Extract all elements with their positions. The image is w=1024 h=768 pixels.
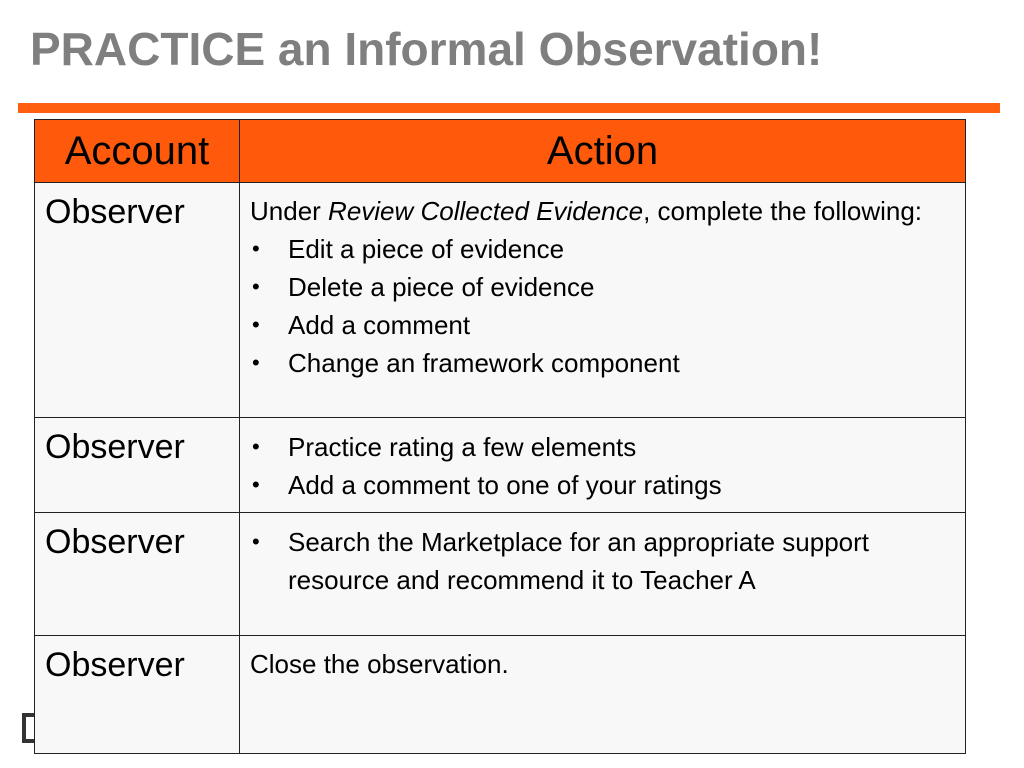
account-cell: Observer — [35, 513, 240, 636]
bullet-icon: • — [252, 434, 260, 459]
header-action: Action — [240, 120, 966, 183]
title-underline — [18, 103, 1000, 113]
account-cell: Observer — [35, 183, 240, 418]
action-bullet-list — [250, 230, 955, 382]
intro-emphasis: Review Collected Evidence — [328, 196, 644, 226]
list-item-text: Add a comment — [288, 310, 471, 340]
action-bullet-list — [250, 523, 955, 599]
action-cell — [240, 513, 966, 636]
list-item-text: Add a comment to one of your ratings — [288, 470, 722, 500]
account-cell: Observer — [35, 636, 240, 754]
list-item — [250, 268, 955, 306]
list-item-text: Edit a piece of evidence — [288, 234, 565, 264]
table-header-row — [35, 120, 966, 183]
list-item-text: Search the Marketplace for an appropriate support resource and recommend it to Teacher A — [288, 527, 870, 595]
intro-prefix: Under — [250, 196, 329, 226]
list-item — [250, 344, 955, 382]
bullet-icon: • — [252, 529, 260, 554]
bullet-icon: • — [252, 236, 260, 261]
action-bullet-list — [250, 428, 955, 504]
table-row — [35, 636, 966, 754]
list-item-text: Change an framework component — [288, 348, 680, 378]
action-cell — [240, 418, 966, 513]
list-item — [250, 523, 955, 599]
action-cell — [240, 183, 966, 418]
list-item — [250, 428, 955, 466]
table-row — [35, 418, 966, 513]
table-row — [35, 513, 966, 636]
bullet-icon: • — [252, 274, 260, 299]
observation-steps-table — [34, 119, 966, 754]
bullet-icon: • — [252, 350, 260, 375]
action-cell — [240, 636, 966, 754]
list-item — [250, 230, 955, 268]
action-text: Close the observation. — [250, 649, 509, 679]
header-account: Account — [35, 120, 240, 183]
action-intro — [250, 193, 955, 230]
table-row — [35, 183, 966, 418]
intro-suffix: , complete the following: — [643, 196, 923, 226]
list-item-text: Practice rating a few elements — [288, 432, 637, 462]
list-item — [250, 466, 955, 504]
list-item — [250, 306, 955, 344]
bullet-icon: • — [252, 312, 260, 337]
list-item-text: Delete a piece of evidence — [288, 272, 595, 302]
bullet-icon: • — [252, 472, 260, 497]
slide-title: PRACTICE an Informal Observation! — [30, 23, 823, 75]
account-cell: Observer — [35, 418, 240, 513]
